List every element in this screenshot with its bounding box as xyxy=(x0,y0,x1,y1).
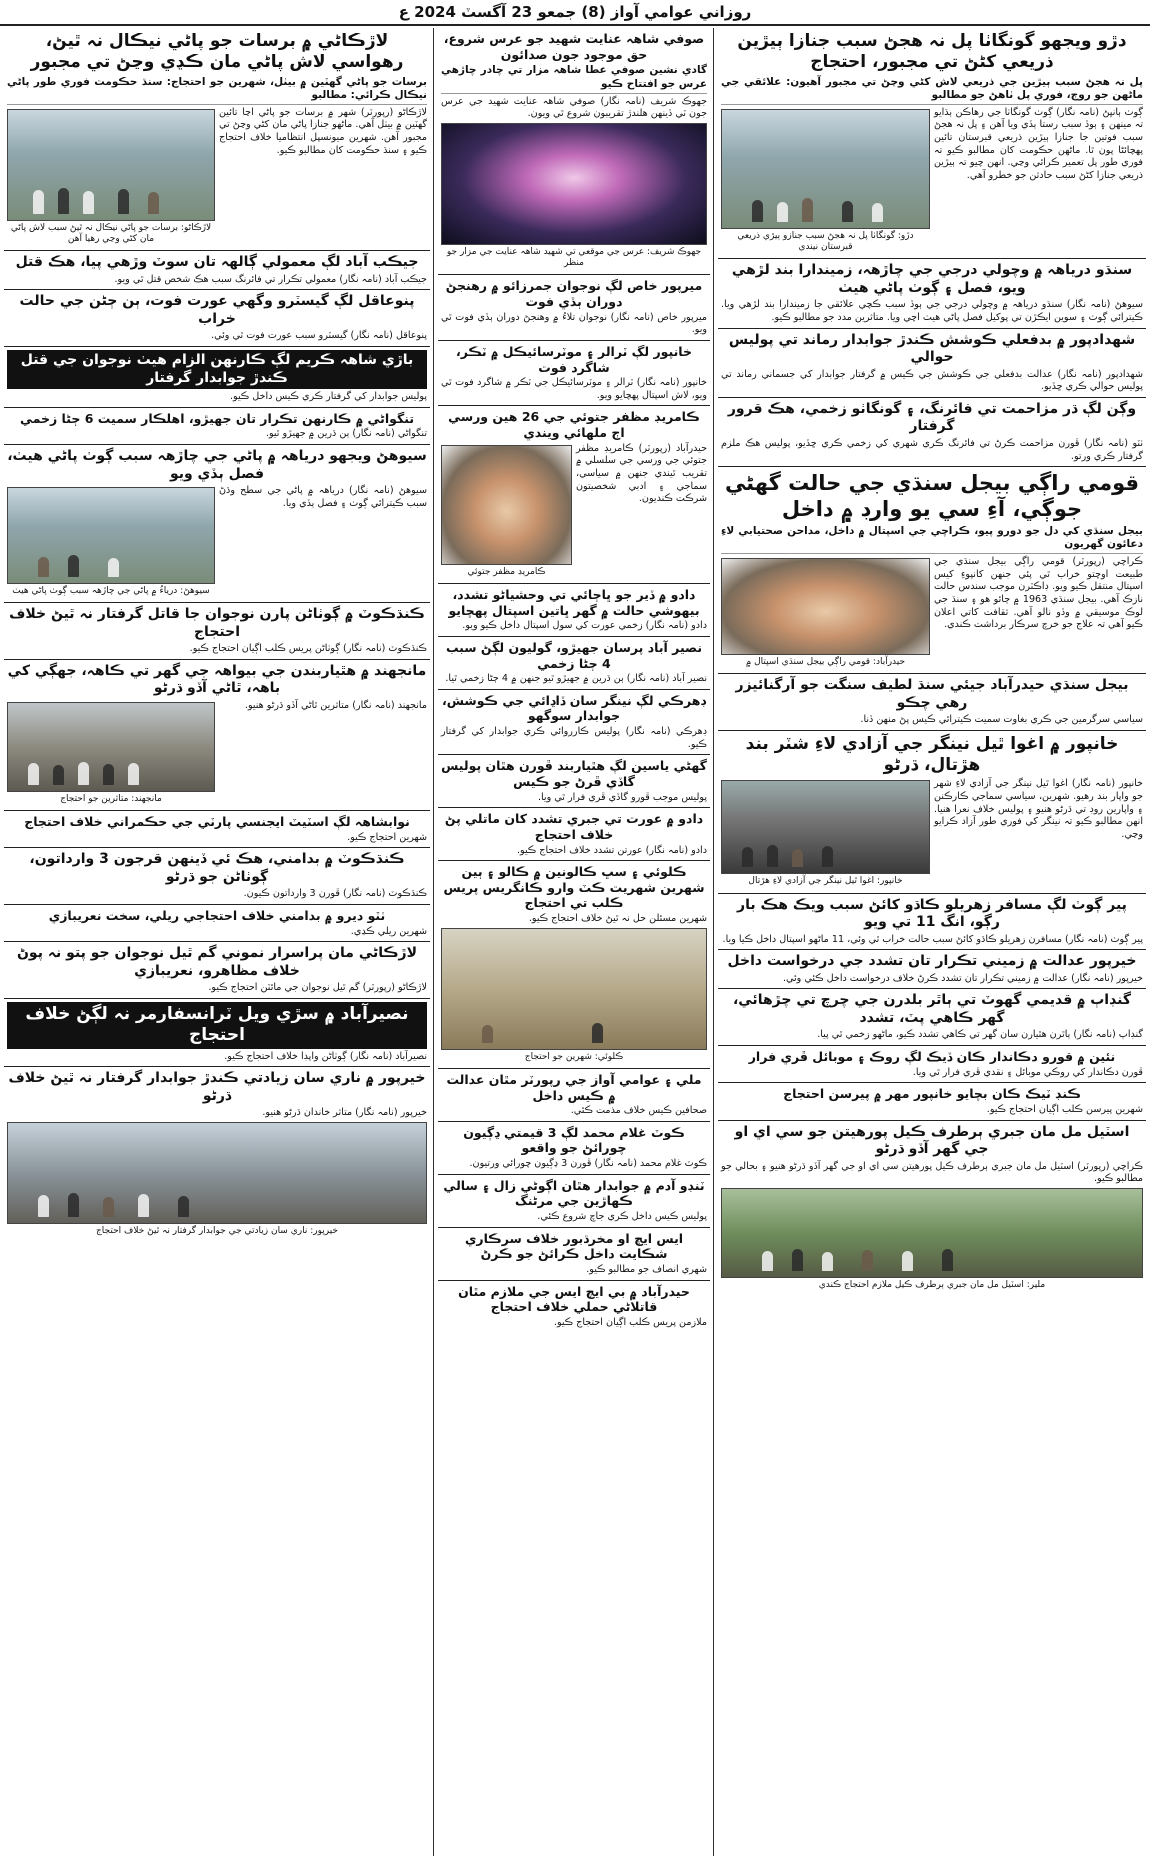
article-body: نصيرآباد (نامہ نگار) ڳوٺاڻن واپڊا خلاف احتجاج ڪيو. xyxy=(224,1050,427,1062)
story-gandab xyxy=(718,989,1146,1046)
photo-caption: لاڙڪاڻو: برسات جو پاڻي نيڪال نہ ٿيڻ سبب لاش پاڻي مان کڻي وڃي رهيا آهن xyxy=(10,222,212,245)
story-indus-flood xyxy=(718,259,1146,328)
news-photo xyxy=(441,928,707,1050)
story-sho-complaint xyxy=(438,1228,710,1281)
headline: نصير آباد پرسان جهيڙو، گوليون لڳڻ سبب 4 ڄڻا زخمي xyxy=(445,639,703,671)
article-body: خانپور (نامہ نگار) ٽرالر ۽ موٽرسائيڪل جي ٽڪر ۾ شاگرد فوت ٿي ويو، لاش اسپتال پهچايو ويو. xyxy=(441,377,707,401)
headline: اسٽيل مل مان جبري ٻرطرف ڪيل پورهيتن جو سي اي او جي گهر آڏو ڌرڻو xyxy=(734,1123,1130,1158)
headline: نوابشاهہ لڳ اسٽيٽ ايجنسي پارٽي جي حڪمراني خلاف احتجاج xyxy=(24,814,410,830)
article-body: مانجهند (نامہ نگار) متاثرين ٿاڻي آڏو ڌرڻو هنيو. xyxy=(244,699,427,711)
headline: خيرپور ۾ ناري سان زيادتي ڪندڙ جوابدار گرفتار نہ ٿيڻ خلاف ڌرڻو xyxy=(8,1070,426,1104)
article-body: جيڪب آباد (نامہ نگار) معمولي تڪرار تي فائرنگ سبب هڪ شخص قتل ٿي ويو. xyxy=(114,273,427,285)
headline: پنوعاقل لڳ گيسٽرو وگهي عورت فوت، ٻن ڄڻن جي حالت خراب xyxy=(19,293,415,327)
article-body: ڪنڌڪوٽ (نامہ نگار) ڳوٺاڻن پريس ڪلب اڳيان احتجاج ڪيو. xyxy=(189,643,427,655)
story-bijal-organizer xyxy=(718,674,1146,731)
article-body: صحافين ڪيس خلاف مذمت ڪئي. xyxy=(570,1105,707,1117)
article-body: سيوهڻ (نامہ نگار) درياهہ ۾ پاڻي جي سطح وڌڻ سبب ڪيترائي ڳوٺ ۽ فصل ٻڏي ويا. xyxy=(219,485,427,509)
subheadline: پل نہ هجڻ سبب ٻيڙين جي ذريعي لاش کڻي وڃڻ تي مجبور آهيون: علائقي جي ماڻهن جو روڄ، فوري پل ٺاهڻ جو مطالبو xyxy=(721,76,1143,105)
news-photo xyxy=(441,123,707,245)
headline: خانپور لڳ ٽرالر ۽ موٽرسائيڪل ۾ ٽڪر، شاگرد فوت xyxy=(455,343,693,375)
story-dadu-protest xyxy=(438,808,710,861)
news-photo xyxy=(721,558,930,655)
news-photo xyxy=(441,445,572,565)
headline: مانجهند ۾ هٿياربندن جي بيواهہ جي گهر تي ڪاهہ، جهڳي کي باهہ، ٿاڻي آڏو ڌرڻو xyxy=(7,662,427,697)
story-larkana-rain xyxy=(4,28,430,251)
article-body: پوليس ڪيس داخل ڪري جاچ شروع ڪئي. xyxy=(537,1211,707,1222)
article-body: ميرپور خاص (نامہ نگار) نوجوان تلاءُ ۾ وهنجڻ دوران ٻڏي فوت ٿي ويو. xyxy=(441,311,707,336)
story-kot-ghulam xyxy=(438,1122,710,1175)
headline: ڪلوئي ۽ سڀ ڪالونين ۾ ڪالو ۽ ٻين شهرين شهريت ڪٽ وارو ڪانگريس پريس ڪلب تي احتجاج xyxy=(443,864,705,911)
story-nasirabad-clash xyxy=(438,637,710,690)
headline: ٺٽو ديرو ۾ بدامني خلاف احتجاجي ريلي، سخت نعريبازي xyxy=(48,908,386,924)
article-body: پير ڳوٺ (نامہ نگار) مسافرن زهريلو ڪاڌو کائڻ سبب حالت خراب ٿي وئي، 11 ماڻهو اسپتال داخل ڪيا ويا. xyxy=(722,933,1143,945)
photo-caption: ملير: اسٽيل مل مان جبري ٻرطرف ڪيل ملازم احتجاج ڪندي xyxy=(818,1280,1046,1290)
article-body: تنگواڻي (نامہ نگار) ٻن ڌرين ۾ جهيڙو ٿيو. xyxy=(265,428,427,440)
article-body: شهرين مسئلن حل نہ ٿيڻ خلاف احتجاج ڪيو. xyxy=(528,913,707,925)
headline: لاڙڪاڻي ۾ برسات جو پاڻي نيڪال نہ ٿيڻ، رهواسي لاش پاڻي مان ڪڍي وڃڻ تي مجبور xyxy=(30,31,404,73)
story-shah-inayat xyxy=(438,28,710,275)
article-body: گنڊاٻ (نامہ نگار) ٻاٿرن هٿيارن سان گهر تي ڪاهي تشدد ڪيو، ماڻهو زخمي ٿي پيا. xyxy=(817,1029,1143,1041)
article-body: سيوهڻ (نامہ نگار) سنڌو درياهہ ۾ وچولي درجي جي ٻوڏ سبب ڪچي علائقي جا زميندارا بند لڙهي ويا. ڪيترائي ڳوٺ ۽ سوين ايڪڙن تي پوکيل فصل پاڻي هيٺ اچي ويا. متاثرين مدد جو مطالبو ڪيو. xyxy=(721,299,1143,323)
story-press-protest xyxy=(718,1083,1146,1120)
headline: ڪنڌڪوٽ ۾ ڳوٺاڻن پارن نوجوان جا قاتل گرفتار نہ ٿيڻ خلاف احتجاج xyxy=(9,606,425,640)
story-mirpurkhas xyxy=(438,275,710,341)
article-body: ڪنڌڪوٽ (نامہ نگار) ڦورن 3 وارداتون ڪيون. xyxy=(243,888,427,900)
headline: دڙو ويجهو گونگاٺا پل نہ هجڻ سبب جنازا ٻيڙين ذريعي کڻڻ تي مجبور، احتجاج xyxy=(737,31,1127,73)
story-kandhkot-crime xyxy=(4,848,430,905)
story-dadu xyxy=(438,584,710,637)
headline: ڊهرڪي لڳ نينگر سان ڏاڍائي جي ڪوشش، جوابدار سوگهو xyxy=(442,692,706,724)
story-thatto-dero xyxy=(4,905,430,942)
story-tando-adam xyxy=(438,1175,710,1228)
photo-caption: ڪامريڊ مظفر جتوئي xyxy=(467,566,546,577)
photo-caption: خانپور: اغوا ٿيل نينگر جي آزادي لاءِ هڙتال xyxy=(748,876,903,887)
article-body: پنوعاقل (نامہ نگار) گيسٽرو سبب عورت فوت ٿي وئي. xyxy=(211,330,427,342)
story-khairpur-dharna xyxy=(4,1067,430,1242)
headline: ايس ايچ او مخرڌبور خلاف سرڪاري شڪايت داخل ڪرائڻ جو ڪرڻ xyxy=(464,1230,684,1262)
news-photo xyxy=(721,780,930,874)
article-body: دادو (نامہ نگار) زخمي عورت کي سول اسپتال داخل ڪيو ويو. xyxy=(462,620,707,632)
news-photo xyxy=(7,702,215,792)
headline: خيرپور عدالت ۾ زميني تڪرار تان تشدد جي درخواست داخل xyxy=(727,953,1137,970)
article-body: ڪوٽ غلام محمد (نامہ نگار) ڦورن 3 ڍڳيون چورائي ورتيون. xyxy=(469,1158,707,1170)
subheadline: گادي نشين صوفي عطا شاهہ مزار تي چادر چاڙهي عرس جو افتتاح ڪيو xyxy=(441,64,707,93)
story-jacobabad xyxy=(4,251,430,290)
headline: ڪنڊ ٽيڪ ڪان بچايو خانپور مهر ۾ پيرسن احتجاج xyxy=(783,1086,1081,1102)
headline: جيڪب آباد لڳ معمولي ڳالهہ تان سوٽ وڙهي پيا، هڪ قتل xyxy=(15,254,419,271)
article-body: لاڙڪاڻو (رپورٽر) شهر ۾ برسات جو پاڻي اڃا تائين گهٽين ۾ بيٺل آهي. ماڻهو جنازا پاڻي مان کڻي وڃڻ تي مجبور آهن. شهرين ميونسپل انتظاميا خلاف احتجاج ڪيو ۽ سنڌ حڪومت کان مطالبو ڪيو. xyxy=(219,106,427,156)
column-left xyxy=(4,28,430,1856)
story-kandhkot-protest xyxy=(4,603,430,660)
photo-caption: جهوڪ شريف: عرس جي موقعي تي شهيد شاهہ عنايت جي مزار جو منظر xyxy=(446,246,702,269)
article-body: شهرين احتجاج ڪيو. xyxy=(347,831,427,843)
headline: پير ڳوٺ لڳ مسافر زهريلو ڪاڌو کائڻ سبب ويڪ هڪ بار رڳو، انگ 11 تي ويو xyxy=(737,896,1127,931)
story-hyderabad-protest xyxy=(438,1281,710,1333)
headline: صوفي شاهہ عنايت شهيد جو عرس شروع، حق موجود جون صدائون xyxy=(443,31,705,62)
story-shopkeeper xyxy=(718,1046,1146,1083)
story-police-car xyxy=(438,755,710,808)
story-trailer xyxy=(438,341,710,407)
headline: نئين ۾ قورو دڪاندار ڪان ڏيڪ لڳ روڪ ۽ موبائل ڦري فرار xyxy=(748,1049,1116,1065)
column-right xyxy=(718,28,1146,1856)
headline: خانپور ۾ اغوا ٿيل نينگر جي آزادي لاءِ شٽر بند هڙتال، ڌرڻو xyxy=(745,733,1119,776)
subheadline: بيجل سنڌي کي دل جو دورو پيو، ڪراچي جي اسپتال ۾ داخل، مداحن صحتيابي لاءِ دعائون گهريون xyxy=(721,525,1143,554)
story-muzaffar-jatoi xyxy=(438,406,710,584)
column-rule xyxy=(713,28,714,1856)
article-body: دادو (نامہ نگار) عورتن تشدد خلاف احتجاج ڪيو. xyxy=(516,844,707,856)
subheadline: برسات جو پاڻي گهٽين ۾ بيٺل، شهرين جو احتجاج: سنڌ حڪومت فوري طور پاڻي نيڪال ڪرائي: مطالبو xyxy=(7,76,427,105)
story-daharki xyxy=(438,690,710,756)
headline: بيجل سنڌي حيدرآباد جيئي سنڌ لطيف سنگت جو آرگنائيزر رهي چڪو xyxy=(735,677,1129,711)
article-body: ڪراچي (رپورٽر) اسٽيل مل مان جبري ٻرطرف ڪيل پورهيتن سي اي او جي گهر آڏو ڌرڻو هنيو ۽ بحالي جو مطالبو ڪيو. xyxy=(721,1160,1143,1185)
article-body: جهوڪ شريف (نامہ نگار) صوفي شاهہ عنايت شهيد جي عرس جون ٽي ڏينهن هلندڙ تقريبون شروع ٿي ويون. xyxy=(441,95,707,120)
article-body: ڊهرڪي (نامہ نگار) پوليس ڪارروائي ڪري جوابدار کي گرفتار ڪيو. xyxy=(441,726,707,750)
news-photo xyxy=(7,1122,427,1224)
article-body: ڦورن دڪاندار کي روڪي موبائل ۽ نقدي ڦري فرار ٿي ويا. xyxy=(912,1066,1143,1078)
headline: حيدرآباد ۾ بي ايچ ايس جي ملازم مٿان قاتلاڻي حملي خلاف احتجاج xyxy=(458,1283,690,1315)
headline: دادو ۾ عورت تي جبري تشدد کان ماتلي پڻ خلاف احتجاج xyxy=(444,811,704,842)
article-body: پوليس موجب ڦورو گاڏي ڦري فرار ٿي ويا. xyxy=(537,791,707,803)
news-photo xyxy=(7,487,215,584)
photo-caption: مانجهند: متاثرين جو احتجاج xyxy=(60,793,162,804)
story-shahdadpur xyxy=(718,329,1146,398)
article-body: ڳوٺ ٻانڀڻ (نامہ نگار) ڳوٺ گونگاٺا جي رهاڪن ٻڌايو تہ مينهن ۽ ٻوڏ سبب رستا ٻڏي ويا آهن ۽ پل نہ هجڻ سبب فوتين جا جنازا ٻيڙين ذريعي قبرستان تائين پهچائڻا پون ٿا. ماڻهن حڪومت کان مطالبو ڪيو تہ فوري طور پل تعمير ڪرائي وڃي. انهن چيو تہ ٻيڙين ذريعي جنازا کڻڻ سبب حادثن جو خطرو آهي. xyxy=(934,106,1143,182)
story-firing xyxy=(718,398,1146,467)
headline: ڪامريڊ مظفر جتوئي جي 26 هين ورسي اڄ ملهائي ويندي xyxy=(448,409,700,441)
article-body: شهرين ريلي ڪڍي. xyxy=(350,925,427,937)
story-khanpur-strike xyxy=(718,731,1146,894)
news-photo xyxy=(721,1188,1143,1278)
story-pano-aqil xyxy=(4,290,430,347)
photo-caption: حيدرآباد: قومي راڳي بيجل سنڌي اسپتال ۾ xyxy=(745,657,906,667)
story-tangwani xyxy=(4,408,430,445)
story-sehwan xyxy=(4,445,430,603)
headline: قومي راڳي بيجل سنڌي جي حالت گهڻي جوڳي، آءِ سي يو وارڊ ۾ داخل xyxy=(724,471,1140,522)
news-photo xyxy=(7,109,215,221)
headline: باڙي شاهہ ڪريم لڳ ڪارنهن الزام هيٺ نوجوان جي قتل ڪندڙ جوابدار گرفتار xyxy=(7,350,427,389)
photo-caption: دڙو: گونگاٺا پل نہ هجڻ سبب جنازو ٻيڙي ذريعي قبرستان نيندي xyxy=(737,230,914,253)
headline: سيوهڻ ويجهو درياهہ ۾ پاڻي جي چاڙهہ سبب ڳوٺ پاڻي هيٺ، فصل ٻڏي ويو xyxy=(7,448,427,482)
story-gongatha-bridge xyxy=(718,28,1146,259)
article-body: پوليس جوابدار کي گرفتار ڪري ڪيس داخل ڪيو. xyxy=(230,391,427,403)
story-nasirabad-transformer xyxy=(4,999,430,1067)
headline: نصيرآباد ۾ سڙي ويل ٽرانسفارمر نہ لڳڻ خلاف احتجاج xyxy=(7,1002,427,1049)
article-body: شهرين پيرسن ڪلب اڳيان احتجاج ڪيو. xyxy=(986,1104,1143,1116)
news-photo xyxy=(721,109,930,229)
story-pir-goth xyxy=(718,894,1146,951)
headline: گنڊاٻ ۾ قديمي گهوٽ تي ٻاٿر بلدرن جي چرچ تي چڙهائي، گهر ڪاهي پٽ، تشدد xyxy=(732,992,1132,1026)
story-khairpur-court xyxy=(718,950,1146,989)
headline: سنڌو درياهہ ۾ وچولي درجي جي چاڙهہ، زميندارا بند لڙهي ويو، فصل ۽ ڳوٺ پاڻي هيٺ xyxy=(731,262,1133,296)
article-body: لاڙڪاڻو (رپورٽر) گم ٿيل نوجوان جي مائٽن احتجاج ڪيو. xyxy=(208,982,427,994)
article-body: خيرپور (نامہ نگار) عدالت ۾ زميني تڪرار تان تشدد ڪرڻ خلاف درخواست داخل ڪئي وئي. xyxy=(782,972,1143,984)
masthead: روزاني عوامي آواز (8) جمعو 23 آگسٽ 2024 ع xyxy=(0,0,1150,26)
story-reporter-case xyxy=(438,1069,710,1122)
story-manjhand xyxy=(4,660,430,811)
headline: لاڙڪاڻي مان پراسرار نموني گم ٿيل نوجوان جو پتو نہ پوڻ خلاف مظاهرو، نعريبازي xyxy=(16,945,418,979)
photo-caption: سيوهڻ: درياءُ ۾ پاڻي جي چاڙهہ سبب ڳوٺ پاڻي هيٺ xyxy=(12,586,210,597)
story-bari-shah xyxy=(4,347,430,408)
column-rule xyxy=(433,28,434,1856)
article-body: ملازمن پريس ڪلب اڳيان احتجاج ڪيو. xyxy=(553,1316,707,1328)
headline: ٽنڊو آدم ۾ جوابدار هٿان اڳوڻي زال ۽ سالي ڪهاڙين جي مرڻنگ xyxy=(443,1177,705,1209)
headline: تنگواڻي ۾ ڪارنهن تڪرار تان جهيڙو، اهلڪار سميت 6 ڄڻا زخمي xyxy=(19,410,415,426)
article-body: حيدرآباد (رپورٽر) ڪامريڊ مظفر جتوئي جي ورسي جي سلسلي ۾ تقريب ٿيندي جنهن ۾ سياسي، سماجي ۽ ادبي شخصيتون شرڪت ڪنديون. xyxy=(576,442,707,505)
headline: ميرپور خاص لڳ نوجوان جمرزائو ۾ رهنجڻ دوران ٻڏي فوت xyxy=(445,278,703,309)
article-body: شهري انصاف جو مطالبو ڪيو. xyxy=(586,1263,707,1275)
story-bijal-sindhi xyxy=(718,467,1146,674)
story-nawabshah xyxy=(4,811,430,848)
story-larkana-missing xyxy=(4,942,430,999)
article-body: شهدادپور (نامہ نگار) عدالت بدفعلي جي ڪوشش جي ڪيس ۾ گرفتار جوابدار کي جسماني رماند تي پوليس حوالي ڪري ڇڏيو. xyxy=(721,368,1143,393)
photo-caption: خيرپور: ناري سان زيادتي جي جوابدار گرفتار نہ ٿيڻ خلاف احتجاج xyxy=(96,1225,338,1236)
headline: وڳن لڳ ڌر مزاحمت تي فائرنگ، ۽ گونگاٺو زخمي، هڪ قرور گرفتار xyxy=(727,400,1137,435)
article-body: سياسي سرگرمين جي ڪري بغاوت سميت ڪيترائي ڪيس پڻ منهن ڏنا. xyxy=(860,714,1143,726)
headline: ڪوٽ غلام محمد لڳ 3 قيمتي ڍڳيون چورائڻ جو واقعو xyxy=(463,1124,685,1156)
headline: ڪنڌڪوٽ ۾ بدامني، هڪ ئي ڏينهن قرجون 3 وارداتون، ڳوٺاڻن جو ڌرڻو xyxy=(29,851,405,885)
headline: دادو ۾ ڏير جو ڀاڄائي تي وحشياڻو تشدد، بيهوشي حالت ۾ گهر ڀاتين اسپتال پهچايو xyxy=(448,586,700,618)
story-steel-mill xyxy=(718,1121,1146,1297)
article-body: خانپور (نامہ نگار) اغوا ٿيل نينگر جي آزادي لاءِ شهر جو واپار بند رهيو. شهرين، سياسي سماجي ڪارڪنن ۽ واپارين روڊ تي ڌرڻو هنيو ۽ پوليس خلاف نعرا هنيا. انهن مطالبو ڪيو تہ نينگر کي فوري طور آزاد ڪرايو وڃي. xyxy=(934,778,1143,841)
headline: شهدادپور ۾ بدفعلي ڪوشش ڪندڙ جوابدار رماند تي پوليس حوالي xyxy=(728,331,1136,366)
column-center xyxy=(438,28,710,1856)
article-body: ٺٽو (نامہ نگار) ڦورن مزاحمت ڪرڻ تي فائرنگ ڪري شهري کي زخمي ڪري ڇڏيو، پوليس هڪ ملزم گرفتار ڪري ورتو. xyxy=(721,437,1143,462)
article-body: خيرپور (نامہ نگار) متاثر خاندان ڌرڻو هنيو. xyxy=(262,1107,427,1119)
photo-caption: ڪلوئي: شهرين جو احتجاج xyxy=(524,1051,624,1062)
article-body: نصير آباد (نامہ نگار) ٻن ڌرين ۾ جهيڙو ٿيو جنهن ۾ 4 ڄڻا زخمي ٿيا. xyxy=(445,673,707,685)
headline: ملي ۽ عوامي آواز جي رپورٽر مٿان عدالت ۾ ڪيس داخل xyxy=(446,1071,702,1103)
story-colony xyxy=(438,861,710,1069)
headline: گهڻي ياسين لڳ هٿياربند ڦورن هٿان پوليس گاڏي ڦرڻ جو ڪيس xyxy=(441,758,707,789)
article-body: ڪراچي (رپورٽر) قومي راڳي بيجل سنڌي جي طبيعت اوچتو خراب ٿي پئي جنهن کانپوءِ کيس اسپتال منتقل ڪيو ويو. ڊاڪٽرن موجب سندس حالت نازڪ آهي. بيجل سنڌي 1963 ۾ ڄائو هو ۽ سنڌ جي لوڪ موسيقي ۾ وڏو نالو آهي. ثقافت کاتي اعلان ڪيو آهي تہ علاج جو خرچ سرڪار برداشت ڪندي. xyxy=(934,556,1144,631)
